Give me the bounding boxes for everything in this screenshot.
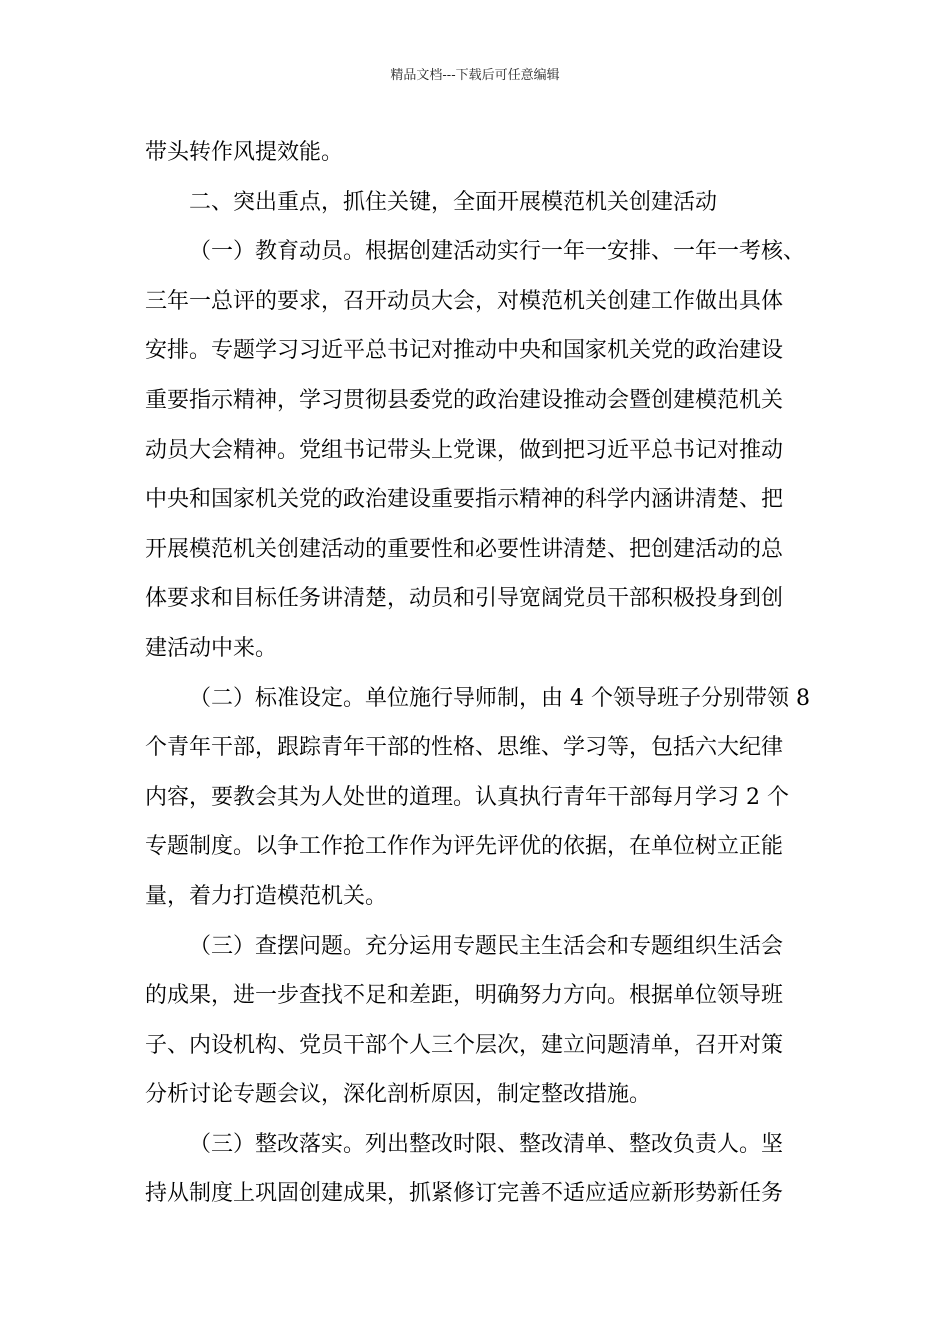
- text-line: 的成果，进一步查找不足和差距，明确努力方向。根据单位领导班: [145, 983, 784, 1009]
- text-line: （三）查摆问题。充分运用专题民主生活会和专题组织生活会: [189, 933, 784, 959]
- text-line: 二、突出重点，抓住关键，全面开展模范机关创建活动: [189, 189, 718, 215]
- text-line: 个青年干部，跟踪青年干部的性格、思维、学习等，包括六大纪律: [145, 735, 784, 761]
- text-line: 三年一总评的要求，召开动员大会，对模范机关创建工作做出具体: [145, 288, 784, 314]
- text-line: 量，着力打造模范机关。: [145, 883, 388, 909]
- text-line: 动员大会精神。党组书记带头上党课，做到把习近平总书记对推动: [145, 437, 784, 463]
- text-line: （三）整改落实。列出整改时限、整改清单、整改负责人。坚: [189, 1131, 784, 1157]
- text-line: 开展模范机关创建活动的重要性和必要性讲清楚、把创建活动的总: [145, 536, 784, 562]
- document-body: [145, 128, 825, 1219]
- text-line: 建活动中来。: [145, 635, 278, 661]
- page-header: 精品文档---下载后可任意编辑: [390, 68, 560, 83]
- text-line: 分析讨论专题会议，深化剖析原因，制定整改措施。: [145, 1082, 652, 1108]
- text-line: 重要指示精神，学习贯彻县委党的政治建设推动会暨创建模范机关: [145, 387, 784, 413]
- text-line: 专题制度。以争工作抢工作作为评先评优的依据，在单位树立正能: [145, 834, 784, 860]
- text-line: （一）教育动员。根据创建活动实行一年一安排、一年一考核、: [189, 239, 806, 265]
- text-line: 中央和国家机关党的政治建设重要指示精神的科学内涵讲清楚、把: [145, 487, 784, 513]
- text-line: （二）标准设定。单位施行导师制，由 4 个领导班子分别带领 8: [189, 685, 810, 711]
- text-line: 子、内设机构、党员干部个人三个层次，建立问题清单，召开对策: [145, 1032, 784, 1058]
- text-line: 带头转作风提效能。: [145, 140, 344, 165]
- text-line: 持从制度上巩固创建成果，抓紧修订完善不适应适应新形势新任务: [145, 1181, 784, 1207]
- text-line: 安排。专题学习习近平总书记对推动中央和国家机关党的政治建设: [145, 338, 784, 364]
- text-line: 内容，要教会其为人处世的道理。认真执行青年干部每月学习 2 个: [145, 784, 789, 810]
- text-line: 体要求和目标任务讲清楚，动员和引导宽阔党员干部积极投身到创: [145, 586, 784, 612]
